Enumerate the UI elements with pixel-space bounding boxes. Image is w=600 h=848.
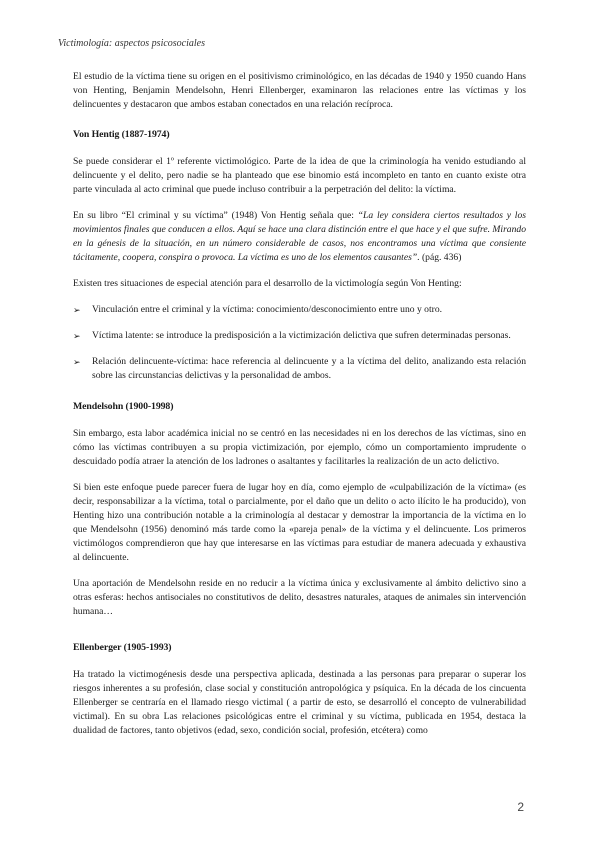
section-heading-mendelsohn: Mendelsohn (1900-1998) xyxy=(73,401,174,412)
von-hentig-paragraph-3: Existen tres situaciones de especial atención para el desarrollo de la victimología según Von Henting: xyxy=(73,278,462,289)
arrow-bullet-icon: ➢ xyxy=(73,305,81,315)
book-quote: “La ley considera ciertos resultados y los movimientos finales que conducen a ellos. Aquí se hace una clara distinción entre el que hace y el que sufre. Mirando en la génesis de la situación, en un número considerable de casos, nos encontramos una víctima que consiente tácitamente, coopera, conspira o provoca. La víctima es uno de los elementos causantes” xyxy=(73,210,526,263)
ellenberger-paragraph-1: Ha tratado la victimogénesis desde una perspectiva aplicada, destinada a las personas para preparar o superar los riesgos inherentes a su profesión, clase social y constitución antropológica y psíquica. En la década de los cincuenta Ellenberger se centraría en el llamado riesgo victimal ( a partir de esto, se desarrolló el concepto de vulnerabilidad victimal). En su obra Las relaciones psicológicas entre el criminal y su víctima, publicada en 1954, destaca la dualidad de factores, tanto objetivos (edad, sexo, condición social, profesión, etcétera) como xyxy=(73,669,526,736)
section-heading-ellenberger: Ellenberger (1905-1993) xyxy=(73,642,172,653)
list-item xyxy=(73,355,526,383)
von-hentig-paragraph-1: Se puede considerar el 1º referente victimológico. Parte de la idea de que la criminología ha venido estudiando al delincuente y el delito, pero nadie se ha planteado que ese binomio está incompleto en tanto en cuanto existe otra parte vinculada al acto criminal que puede incluso contribuir a la perpetración del delito: la víctima. xyxy=(73,156,526,195)
von-hentig-paragraph-2 xyxy=(73,209,526,265)
list-item xyxy=(73,303,526,317)
arrow-bullet-icon: ➢ xyxy=(73,331,81,341)
list-item-text: Relación delincuente-víctima: hace referencia al delincuente y a la víctima del delito, analizando esta relación sobre las circunstancias delictivas y la personalidad de ambos. xyxy=(92,356,526,381)
mendelsohn-paragraph-2: Si bien este enfoque puede parecer fuera de lugar hoy en día, como ejemplo de «culpabilización de la víctima» (es decir, responsabilizar a la víctima, total o parcialmente, por el daño que un delito o acto ilícito le ha producido), von Henting hizo una contribución notable a la criminología al destacar y demostrar la importancia de la víctima en lo que Mendelsohn (1956) denominó más tarde como la «pareja penal» de la víctima y el delincuente. Los primeros victimólogos comprendieron que hay que interesarse en las víctimas para estudiar de manera adecuada y exhaustiva al delincuente. xyxy=(73,482,526,563)
list-item-text: Vinculación entre el criminal y la víctima: conocimiento/desconocimiento entre uno y otro. xyxy=(92,304,443,315)
arrow-bullet-icon: ➢ xyxy=(73,357,81,367)
quote-citation: . (pág. 436) xyxy=(417,252,462,263)
document-body xyxy=(73,70,526,750)
mendelsohn-paragraph-1: Sin embargo, esta labor académica inicial no se centró en las necesidades ni en los derechos de las víctimas, sino en cómo las víctimas contribuyen a su propia victimización, por ejemplo, cómo un comportamiento imprudente o descuidado podía atraer la atención de los ladrones o asaltantes y facilitarles la realización de un acto delictivo. xyxy=(73,428,526,467)
page-number: 2 xyxy=(517,800,524,814)
running-header: Victimología: aspectos psicosociales xyxy=(58,38,206,49)
intro-paragraph: El estudio de la víctima tiene su origen en el positivismo criminológico, en las décadas de 1940 y 1950 cuando Hans von Henting, Benjamin Mendelsohn, Henri Ellenberger, examinaron las relaciones entre las víctimas y los delincuentes y destacaron que ambos estaban conectados en una relación recíproca. xyxy=(73,71,526,110)
list-item-text: Víctima latente: se introduce la predisposición a la victimización delictiva que sufren determinadas personas. xyxy=(92,330,511,341)
quote-lead: En su libro “El criminal y su víctima” (1948) Von Hentig señala que: xyxy=(73,210,358,221)
list-item xyxy=(73,329,526,343)
section-heading-von-hentig: Von Hentig (1887-1974) xyxy=(73,129,170,140)
situations-list xyxy=(73,303,526,383)
mendelsohn-paragraph-3: Una aportación de Mendelsohn reside en no reducir a la víctima única y exclusivamente al ámbito delictivo sino a otras esferas: hechos antisociales no constitutivos de delito, desastres naturales, ataques de animales sin intervención humana… xyxy=(73,578,526,617)
